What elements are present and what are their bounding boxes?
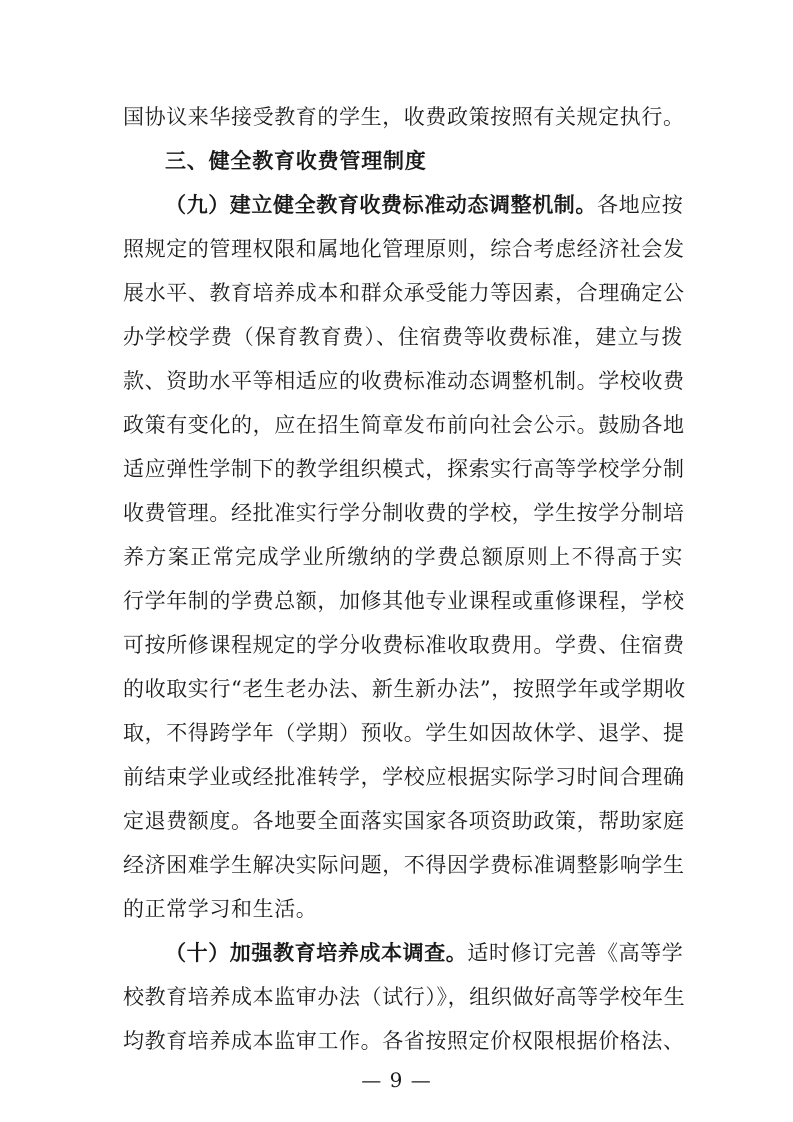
paragraph-text: 适时修订完善《高等学 bbox=[467, 941, 684, 965]
page-number: — 9 — bbox=[361, 1068, 432, 1092]
section-heading: 三、健全教育收费管理制度 bbox=[165, 149, 427, 173]
body-line: 定退费额度。各地要全面落实国家各项资助政策，帮助家庭 bbox=[123, 809, 685, 833]
paragraph-text: 各地应按 bbox=[597, 193, 684, 217]
body-line: 经济困难学生解决实际问题，不得因学费标准调整影响学生 bbox=[123, 853, 685, 877]
body-line: 政策有变化的，应在招生简章发布前向社会公示。鼓励各地 bbox=[123, 413, 685, 437]
paragraph-lead: （十）加强教育培养成本调查。 bbox=[165, 941, 468, 965]
body-line: 款、资助水平等相适应的收费标准动态调整机制。学校收费 bbox=[123, 369, 685, 393]
paragraph-lead: （九）建立健全教育收费标准动态调整机制。 bbox=[165, 193, 597, 217]
body-line: 展水平、教育培养成本和群众承受能力等因素，合理确定公 bbox=[123, 281, 685, 305]
body-line: 的收取实行“老生老办法、新生新办法”，按照学年或学期收 bbox=[123, 677, 686, 701]
body-line: 均教育培养成本监审工作。各省按照定价权限根据价格法、 bbox=[123, 1029, 685, 1053]
body-line: 可按所修课程规定的学分收费标准收取费用。学费、住宿费 bbox=[123, 633, 685, 657]
body-line: 国协议来华接受教育的学生，收费政策按照有关规定执行。 bbox=[123, 105, 685, 129]
body-line: 照规定的管理权限和属地化管理原则，综合考虑经济社会发 bbox=[123, 237, 685, 261]
body-line-last: 的正常学习和生活。 bbox=[123, 897, 318, 921]
body-line: 收费管理。经批准实行学分制收费的学校，学生按学分制培 bbox=[123, 501, 685, 525]
body-line: 办学校学费（保育教育费）、住宿费等收费标准，建立与拨 bbox=[123, 325, 683, 349]
body-line: 校教育培养成本监审办法（试行）》，组织做好高等学校年生 bbox=[123, 985, 686, 1009]
body-line: 适应弹性学制下的教学组织模式，探索实行高等学校学分制 bbox=[123, 457, 685, 481]
body-line: 取，不得跨学年（学期）预收。学生如因故休学、退学、提 bbox=[123, 721, 685, 745]
paragraph-nine-first-line bbox=[165, 186, 683, 224]
body-line: 行学年制的学费总额，加修其他专业课程或重修课程，学校 bbox=[123, 589, 685, 613]
body-line: 前结束学业或经批准转学，学校应根据实际学习时间合理确 bbox=[123, 765, 685, 789]
body-line: 养方案正常完成学业所缴纳的学费总额原则上不得高于实 bbox=[123, 545, 683, 569]
paragraph-ten-first-line bbox=[165, 934, 683, 972]
